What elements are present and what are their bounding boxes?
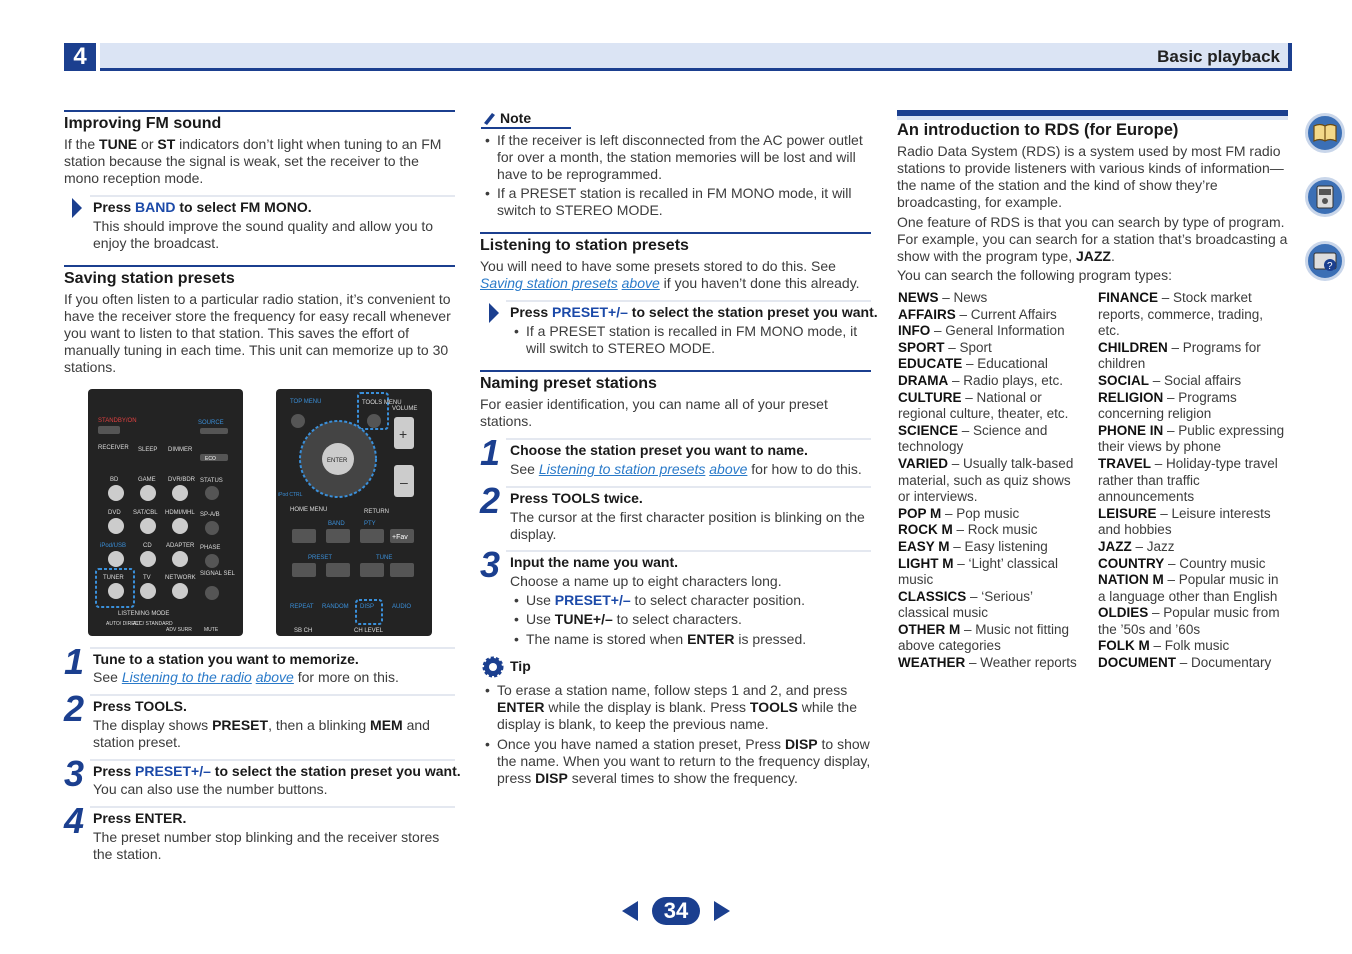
step-number: 3 [480, 544, 501, 585]
remote-adapter-label: ADAPTER [166, 543, 195, 549]
saving-step-4-head: Press ENTER. [93, 810, 187, 826]
page-number: 34 [652, 897, 700, 925]
remote-standby-label: STANDBY/ON [98, 418, 137, 424]
remote-tuner-label: TUNER [103, 575, 124, 581]
naming-bullet: The name is stored when ENTER is pressed. [526, 631, 807, 647]
remote-auto-label: AUTO/ DIRECT [106, 621, 142, 627]
rds-title: An introduction to RDS (for Europe) [897, 121, 1179, 139]
rds-type: SPORT – Sport [898, 339, 992, 355]
tip-gear-icon [482, 656, 504, 683]
remote2-tune-label: TUNE [376, 555, 393, 561]
svg-text:?: ? [1327, 261, 1333, 272]
tip-title: Tip [510, 658, 531, 674]
fm-title: Improving FM sound [64, 115, 222, 132]
remote2-enter-label: ENTER [327, 458, 348, 464]
rds-type: TRAVEL – Holiday-type travel rather than traffic announcements [1098, 455, 1278, 505]
rds-type: ROCK M – Rock music [898, 522, 1038, 538]
remote-dvd-label: DVD [108, 510, 121, 516]
rds-type: AFFAIRS – Current Affairs [898, 306, 1057, 322]
remote-receiver-label: RECEIVER [98, 445, 129, 451]
remote2-repeat-label: REPEAT [290, 604, 314, 610]
step-number: 3 [64, 753, 85, 794]
table-of-contents-book-icon[interactable] [1305, 113, 1345, 153]
remote-eco-label: ECO [205, 456, 216, 462]
remote-signal-label: SIGNAL SEL [200, 571, 235, 577]
saving-step-1-head: Tune to a station you want to memorize. [93, 651, 359, 667]
saving-step-2-body: The display shows PRESET, then a blinking MEM and station preset. [93, 717, 430, 750]
chapter-number: 4 [64, 43, 96, 71]
saving-step-1-body: See Listening to the radio above for more on this. [93, 669, 399, 685]
step-number: 1 [480, 432, 501, 473]
remote-control-image-2 [276, 389, 432, 636]
rds-type: RELIGION – Programs concerning religion [1098, 389, 1237, 422]
remote-listening-label: LISTENING MODE [118, 611, 170, 617]
remote2-pty-label: PTY [364, 521, 376, 527]
rds-type: SCIENCE – Science and technology [898, 422, 1048, 455]
rds-search: You can search the following program types: [897, 267, 1172, 283]
remote2-disp-label: DISP [360, 604, 375, 610]
rds-list-left [898, 290, 1083, 672]
step-number: 1 [64, 641, 85, 682]
above-link[interactable]: above [621, 275, 660, 291]
remote-dimmer-label: DIMMER [168, 447, 193, 453]
rds-type: WEATHER – Weather reports [898, 655, 1077, 671]
naming-step-3-head: Input the name you want. [510, 554, 679, 570]
remote-sleep-label: SLEEP [138, 447, 158, 453]
remote-mute-label: MUTE [204, 627, 219, 633]
rds-list-right [1098, 290, 1288, 672]
remote2-top-menu-label: TOP MENU [290, 399, 322, 405]
naming-bullet: Use TUNE+/– to select characters. [526, 611, 742, 627]
rds-type: OTHER M – Music not fitting above categories [898, 621, 1070, 654]
remote2-ipod-label: iPod CTRL [278, 492, 303, 498]
note-title: Note [500, 110, 532, 126]
troubleshooting-help-icon[interactable] [1305, 241, 1345, 281]
rds-intro: Radio Data System (RDS) is a system used by most FM radio stations to provide listeners with various kinds of information—the name of the station and the kind of show they’re broadcasting, for example. [897, 143, 1284, 210]
remote2-tools-label: TOOLS MENU [362, 400, 402, 406]
rds-type: COUNTRY – Country music [1098, 555, 1266, 571]
listening-title: Listening to station presets [480, 237, 689, 254]
step-arrow-icon [72, 198, 82, 218]
next-page-icon[interactable] [714, 901, 730, 926]
step-number: 2 [480, 480, 501, 521]
rds-type: JAZZ – Jazz [1098, 538, 1175, 554]
remote2-audio-label: AUDIO [392, 604, 412, 610]
saving-step-3-head: Press PRESET+/– to select the station preset you want. [93, 763, 461, 779]
header-title: Basic playback [1157, 47, 1280, 66]
rds-type: DRAMA – Radio plays, etc. [898, 372, 1064, 388]
remote2-minus-label: – [400, 474, 408, 490]
remote-network-label: NETWORK [165, 575, 196, 581]
saving-presets-link[interactable]: Saving station presets [480, 275, 618, 291]
rds-type: LEISURE – Leisure interests and hobbies [1098, 505, 1271, 538]
remote2-plus-label: + [399, 426, 408, 442]
remote-cd-label: CD [143, 543, 152, 549]
remote-control-icon[interactable] [1305, 177, 1345, 217]
remote-ipod-label: iPod/USB [100, 543, 127, 549]
remote2-band-label: BAND [328, 521, 345, 527]
rds-type: DOCUMENT – Documentary [1098, 655, 1272, 671]
rds-type: POP M – Pop music [898, 505, 1020, 521]
remote-control-image [88, 389, 243, 636]
remote-alc-label: ALC/ STANDARD [133, 621, 173, 627]
remote-spab-label: SP-A/B [200, 512, 220, 518]
rds-type: CHILDREN – Programs for children [1098, 339, 1261, 372]
naming-bullet: Use PRESET+/– to select character position. [526, 592, 805, 608]
saving-body: If you often listen to a particular radio station, it’s convenient to have the receiver store the frequency for easy recall whenever you want to listen to that station. This saves the effort of manually tuning in each time. This unit can memorize up to 30 stations. [64, 291, 451, 375]
remote2-return-label: RETURN [364, 509, 389, 515]
remote-game-label: GAME [138, 477, 156, 483]
rds-type: CULTURE – National or regional culture, theater, etc. [898, 389, 1069, 422]
remote2-random-label: RANDOM [322, 604, 349, 610]
rds-type: NEWS – News [898, 290, 988, 305]
rds-type: OLDIES – Popular music from the ’50s and ’60s [1098, 605, 1280, 637]
listening-bullet: If a PRESET station is recalled in FM MONO mode, it will switch to STEREO MODE. [526, 323, 858, 356]
remote2-home-label: HOME MENU [290, 507, 328, 513]
listening-presets-link[interactable]: Listening to station presets [538, 461, 706, 477]
remote2-chlevel-label: CH LEVEL [354, 628, 384, 634]
naming-step-2-body: The cursor at the first character position is blinking on the display. [510, 509, 865, 542]
fm-step: Press BAND to select FM MONO. [93, 199, 312, 215]
remote2-fav-label: +Fav [392, 534, 408, 541]
rds-type: EDUCATE – Educational [898, 356, 1048, 372]
naming-step-3-body: Choose a name up to eight characters long. [510, 573, 782, 589]
listening-step: Press PRESET+/– to select the station preset you want. [510, 304, 878, 320]
note-item: If the receiver is left disconnected from the AC power outlet for over a month, the station memories will be lost and will have to be reprogrammed. [497, 132, 863, 182]
naming-step-1-body: See Listening to station presets above for how to do this. [510, 461, 862, 477]
rds-type: FOLK M – Folk music [1098, 638, 1230, 654]
rds-type: EASY M – Easy listening [898, 538, 1048, 554]
tip-item: Once you have named a station preset, Press DISP to show the name. When you want to return to the frequency display, press DISP several times to show the frequency. [497, 736, 871, 786]
saving-title: Saving station presets [64, 270, 235, 287]
rds-type: LIGHT M – ‘Light’ classical music [898, 555, 1059, 588]
rds-feature: One feature of RDS is that you can search by type of program. For example, you can search for a station that’s broadcasting a show with the program type, JAZZ. [897, 214, 1288, 264]
rds-type: INFO – General Information [898, 323, 1065, 339]
remote-hdmi-label: HDMI/MHL [165, 510, 195, 516]
above-link[interactable]: above [709, 461, 748, 477]
naming-step-1-head: Choose the station preset you want to name. [510, 442, 808, 458]
rds-type: PHONE IN – Public expressing their views by phone [1098, 422, 1285, 455]
rds-type: NATION M – Popular music in a language other than English [1098, 572, 1279, 604]
rds-type: SOCIAL – Social affairs [1098, 372, 1242, 388]
above-link[interactable]: above [255, 669, 294, 685]
remote-status-label: STATUS [200, 478, 223, 484]
previous-page-icon[interactable] [622, 901, 638, 926]
fm-step-body: This should improve the sound quality and allow you to enjoy the broadcast. [93, 218, 434, 251]
listening-radio-link[interactable]: Listening to the radio [121, 669, 252, 685]
remote-source-label: SOURCE [198, 420, 224, 426]
header-bar [100, 43, 1292, 71]
listening-body: You will need to have some presets stored to do this. See Saving station presets above if you haven’t done this already. [480, 258, 860, 291]
remote-sat-label: SAT/CBL [133, 510, 158, 516]
rds-type: CLASSICS – ‘Serious’ classical music [898, 588, 1033, 621]
remote-phase-label: PHASE [200, 545, 221, 551]
step-number: 2 [64, 688, 85, 729]
fm-body: If the TUNE or ST indicators don’t light when tuning to an FM station because the signal is weak, set the receiver to the mono reception mode. [64, 136, 442, 186]
rds-type: FINANCE – Stock market reports, commerce, trading, etc. [1098, 290, 1264, 339]
step-number: 4 [64, 800, 85, 841]
tip-item: To erase a station name, follow steps 1 and 2, and press ENTER while the display is blank. Press TOOLS while the display is blank, to keep the previous name. [497, 682, 858, 732]
rds-type: VARIED – Usually talk-based material, such as quiz shows or interviews. [898, 455, 1074, 505]
naming-step-2-head: Press TOOLS twice. [510, 490, 643, 506]
remote-dvr-label: DVR/BDR [168, 477, 196, 483]
remote-adv-label: ADV SURR [166, 627, 192, 633]
naming-body: For easier identification, you can name all of your preset stations. [480, 396, 828, 429]
remote2-preset-label: PRESET [308, 555, 333, 561]
naming-title: Naming preset stations [480, 375, 657, 392]
remote-tv-label: TV [143, 575, 151, 581]
remote-bd-label: BD [110, 477, 119, 483]
note-item: If a PRESET station is recalled in FM MONO mode, it will switch to STEREO MODE. [497, 185, 852, 218]
saving-step-3-body: You can also use the number buttons. [93, 781, 328, 797]
saving-step-2-head: Press TOOLS. [93, 698, 187, 714]
remote2-sbch-label: SB CH [294, 628, 313, 634]
saving-step-4-body: The preset number stop blinking and the receiver stores the station. [93, 829, 440, 862]
remote2-volume-label: VOLUME [392, 406, 418, 412]
step-arrow-icon [489, 303, 499, 323]
